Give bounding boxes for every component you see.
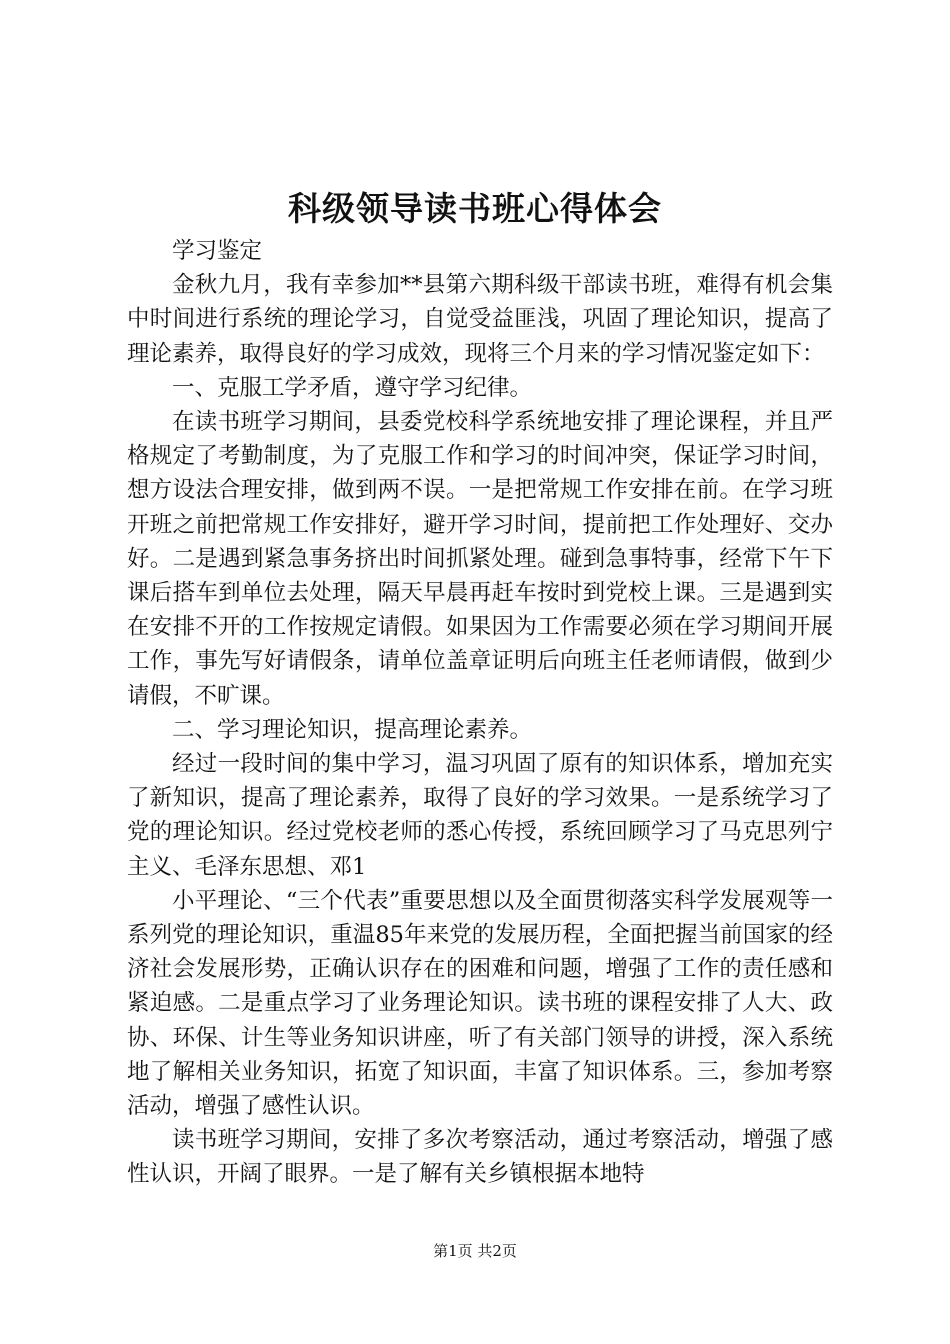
- page-footer: 第1页 共2页: [433, 1242, 517, 1260]
- paragraph-heading-study-appraisal: 学习鉴定: [172, 238, 263, 264]
- document-body: [127, 234, 833, 1192]
- paragraph-intro: 金秋九月，我有幸参加**县第六期科级干部读书班，难得有机会集中时间进行系统的理论学习，自觉受益匪浅，巩固了理论知识，提高了理论素养，取得良好的学习成效，现将三个月来的学习情况鉴定如下：: [127, 272, 833, 367]
- section-heading-2: 二、学习理论知识，提高理论素养。: [172, 716, 533, 743]
- paragraph-section-1: 在读书班学习期间，县委党校科学系统地安排了理论课程，并且严格规定了考勤制度，为了克服工作和学习的时间冲突，保证学习时间，想方设法合理安排，做到两不误。一是把常规工作安排在前。在学习班开班之前把常规工作安排好，避开学习时间，提前把工作处理好、交办好。二是遇到紧急事务挤出时间抓紧处理。碰到急事特事，经常下午下课后搭车到单位去处理，隔天早晨再赶车按时到党校上课。三是遇到实在安排不开的工作按规定请假。如果因为工作需要必须在学习期间开展工作，事先写好请假条，请单位盖章证明后向班主任老师请假，做到少请假，不旷课。: [127, 409, 833, 709]
- document-title: 科级领导读书班心得体会: [288, 189, 662, 228]
- paragraph-section-3: 读书班学习期间，安排了多次考察活动，通过考察活动，增强了感性认识，开阔了眼界。一是了解有关乡镇根据本地特: [127, 1127, 833, 1188]
- paragraph-section-2a: 经过一段时间的集中学习，温习巩固了原有的知识体系，增加充实了新知识，提高了理论素养，取得了良好的学习效果。一是系统学习了党的理论知识。经过党校老师的悉心传授，系统回顾学习了马克思列宁主义、毛泽东思想、邓1: [127, 751, 833, 880]
- section-heading-1: 一、克服工学矛盾，遵守学习纪律。: [172, 374, 533, 401]
- paragraph-section-2b: 小平理论、“三个代表”重要思想以及全面贯彻落实科学发展观等一系列党的理论知识，重温85年来党的发展历程，全面把握当前国家的经济社会发展形势，正确认识存在的困难和问题，增强了工作的责任感和紧迫感。二是重点学习了业务理论知识。读书班的课程安排了人大、政协、环保、计生等业务知识讲座，听了有关部门领导的讲授，深入系统地了解相关业务知识，拓宽了知识面，丰富了知识体系。三，参加考察活动，增强了感性认识。: [127, 887, 833, 1120]
